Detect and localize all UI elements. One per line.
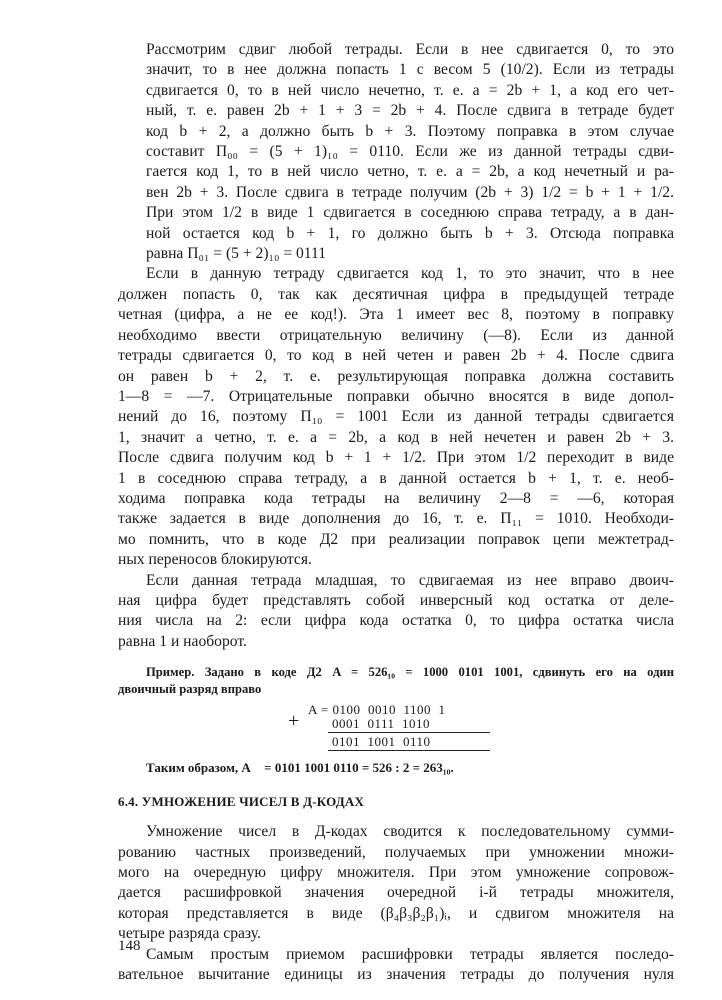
text-line: 1—8 = —7. Отрицательные поправки обычно вносятся в виде допол-: [118, 387, 674, 405]
example-result: Таким образом, A⃗ = 0101 1001 0110 = 526 : 2 = 263₁₀.: [146, 760, 454, 776]
text-line: 1 в соседнюю справа тетраду, а в данной остается b + 1, т. е. необ-: [118, 469, 674, 487]
text-line: вен 2b + 3. После сдвига в тетраде получим (2b + 3) 1/2 = b + 1 + 1/2.: [146, 183, 674, 201]
text-line: Рассмотрим сдвиг любой тетрады. Если в нее сдвигается 0, то это: [146, 41, 674, 58]
text-line: значит, то в нее должна попасть 1 с весом 5 (10/2). Если из тетрады: [146, 61, 674, 79]
text-line: мо помнить, что в коде Д2 при реализации поправок цепи межтетрад-: [118, 530, 674, 548]
text-line: ной остается код b + 1, го должно быть b + 3. Отсюда поправка: [146, 224, 674, 242]
text-line: рованию частных произведений, получаемых при умножении множи-: [118, 843, 674, 861]
example-block: [118, 664, 674, 698]
text-line: вательное вычитание единицы из значения тетрады до получения нуля: [118, 966, 674, 984]
calc-row-3: 0101 1001 0110: [332, 734, 431, 750]
paragraph-2: [118, 264, 674, 570]
calc-divider: [328, 732, 490, 733]
text-line: дается расшифровкой значения очередной i-й тетрады множителя,: [118, 884, 674, 902]
text-line: Если данная тетрада младшая, то сдвигаемая из нее вправо двоич-: [146, 571, 674, 589]
text-line: нений до 16, поэтому П₁₀ = 1001 Если из данной тетрады сдвигается: [118, 408, 674, 426]
text-line: также задается в виде дополнения до 16, т. е. П₁₁ = 1010. Необходи-: [118, 510, 674, 528]
section-paragraph-1: [118, 822, 674, 944]
text-line: гается код 1, то в ней число четно, т. е. a = 2b, а код нечетный и ра-: [146, 163, 674, 181]
text-line: код b + 2, а должно быть b + 3. Поэтому поправка в этом случае: [146, 122, 674, 140]
text-line: После сдвига получим код b + 1 + 1/2. При этом 1/2 переходит в виде: [118, 449, 674, 467]
text-line: мого на очередную цифру множителя. При этом умножение сопровож-: [118, 864, 674, 881]
text-line: При этом 1/2 в виде 1 сдвигается в соседнюю справа тетраду, а в дан-: [146, 204, 674, 222]
text-line: он равен b + 2, т. е. результирующая поправка должна составить: [118, 367, 674, 385]
paragraph-1: [118, 40, 674, 264]
text-line: тетрады сдвигается 0, то код в ней четен и равен 2b + 4. После сдвига: [118, 347, 674, 365]
text-line: которая представляется в виде (β₄β₃β₂β₁)ᵢ, и сдвигом множителя на: [118, 904, 674, 922]
calc-row-2: 0001 0111 1010: [332, 716, 431, 732]
text-line: четная (цифра, а не ее код!). Эта 1 имеет вес 8, поэтому в поправку: [118, 306, 674, 324]
text-line: Самым простым приемом расшифровки тетрады является последо-: [146, 945, 674, 963]
text-line: четыре разряда сразу.: [118, 925, 261, 943]
text-line: ных переносов блокируются.: [118, 551, 312, 569]
calc-row-1: A = 0100 0010 1100 1: [308, 702, 446, 718]
binary-calculation: [118, 702, 674, 752]
paragraph-3: [118, 571, 674, 653]
text-line: сдвигается 0, то в ней число нечетно, т. е. a = 2b + 1, а код его чет-: [146, 81, 674, 99]
text-line: Если в данную тетраду сдвигается код 1, то это значит, что в нее: [146, 265, 674, 283]
text-line: 1, значит a четно, т. е. a = 2b, а код в ней нечетен и равен 2b + 3.: [118, 428, 674, 446]
text-line: ная цифра будет представлять собой инверсный код остатка от деле-: [118, 591, 674, 609]
calc-divider: [328, 750, 490, 751]
page-content: [118, 40, 674, 985]
text-line: составит П₀₀ = (5 + 1)₁₀ = 0110. Если же из данной тетрады сдви-: [146, 143, 674, 161]
text-line: необходимо ввести отрицательную величину (—8). Если из данной: [118, 326, 674, 344]
text-line: ния числа на 2: если цифра кода остатка 0, то цифра остатка числа: [118, 612, 674, 630]
example-line: Пример. Задано в коде Д2 A = 526₁₀ = 1000 0101 1001, сдвинуть его на один: [146, 665, 674, 680]
text-line: должен попасть 0, так как десятичная цифра в предыдущей тетраде: [118, 285, 674, 303]
text-line: равна П₀₁ = (5 + 2)₁₀ = 0111: [146, 245, 327, 263]
text-line: ный, т. е. равен 2b + 1 + 3 = 2b + 4. После сдвига в тетраде будет: [146, 102, 674, 120]
text-line: Умножение чисел в Д-кодах сводится к последовательному сумми-: [146, 823, 674, 841]
example-line: двоичный разряд вправо: [118, 682, 262, 697]
page-number: 148: [118, 938, 141, 954]
section-paragraph-2: [118, 945, 674, 986]
section-title: 6.4. УМНОЖЕНИЕ ЧИСЕЛ В Д-КОДАХ: [118, 794, 365, 810]
text-line: ходима поправка кода тетрады на величину 2—8 = —6, которая: [118, 489, 674, 507]
plus-sign: +: [288, 710, 300, 733]
text-line: равна 1 и наоборот.: [118, 632, 247, 650]
